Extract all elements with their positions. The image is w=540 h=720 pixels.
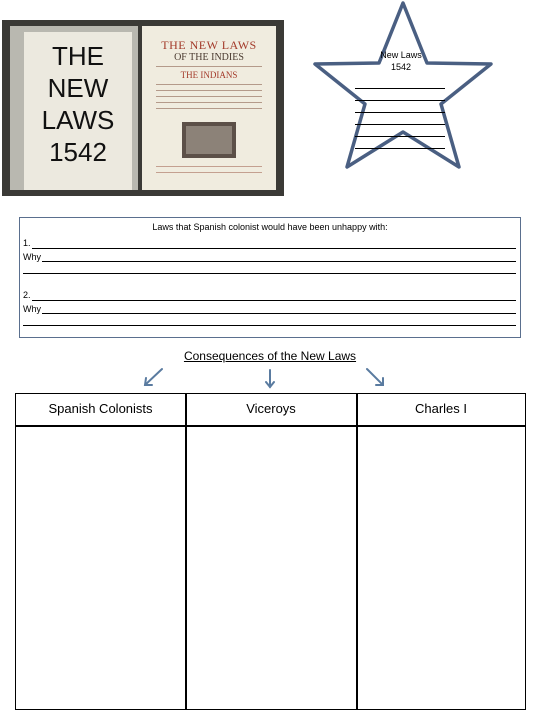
arrow-right-icon: [367, 369, 383, 385]
column-divider: [185, 394, 187, 709]
why2-label: Why: [23, 304, 41, 314]
star-answer-line[interactable]: [355, 136, 445, 137]
laws-box: [19, 217, 521, 338]
item1-answer-line[interactable]: [32, 248, 516, 249]
book-subtitle: OF THE INDIES: [174, 52, 244, 63]
laws-box-title: Laws that Spanish colonist would have been unhappy with:: [152, 222, 388, 232]
book-woodcut-detail: [186, 126, 232, 154]
book-line: THE INDIANS: [180, 70, 238, 80]
book-text-line: [156, 66, 262, 67]
star-answer-line[interactable]: [355, 148, 445, 149]
column-header-viceroys: Viceroys: [246, 401, 296, 416]
star-shape: [298, 0, 508, 210]
star-title: New Laws 1542: [380, 50, 422, 72]
book-text-line: [156, 102, 262, 103]
star-answer-line[interactable]: [355, 88, 445, 89]
book-left-page: [24, 32, 132, 190]
consequences-table: [15, 393, 526, 710]
column-divider: [356, 394, 358, 709]
column-header-spanish-colonists: Spanish Colonists: [48, 401, 153, 416]
header-divider: [16, 425, 525, 427]
star-answer-line[interactable]: [355, 100, 445, 101]
book-text-line: [156, 84, 262, 85]
book-left-cover: [10, 26, 138, 190]
item2-label: 2.: [23, 290, 31, 300]
why1-answer-line-2[interactable]: [23, 273, 516, 274]
why2-answer-line[interactable]: [42, 313, 516, 314]
column-header-charles-i: Charles I: [414, 401, 468, 416]
arrows: [0, 360, 540, 396]
book-photo: [2, 20, 284, 196]
why2-answer-line-2[interactable]: [23, 325, 516, 326]
book-text-line: [156, 172, 262, 173]
why1-label: Why: [23, 252, 41, 262]
why1-answer-line[interactable]: [42, 261, 516, 262]
item2-answer-line[interactable]: [32, 300, 516, 301]
book-title-page: [142, 26, 276, 190]
book-text-line: [156, 166, 262, 167]
cover-title-text: THE NEW LAWS 1542: [41, 41, 115, 167]
star-answer-line[interactable]: [355, 124, 445, 125]
book-text-line: [156, 96, 262, 97]
item1-label: 1.: [23, 238, 31, 248]
book-text-line: [156, 108, 262, 109]
consequences-title: Consequences of the New Laws: [183, 349, 357, 363]
arrow-left-icon: [145, 369, 162, 385]
book-text-line: [156, 90, 262, 91]
star-answer-line[interactable]: [355, 112, 445, 113]
book-title: THE NEW LAWS: [161, 38, 257, 52]
